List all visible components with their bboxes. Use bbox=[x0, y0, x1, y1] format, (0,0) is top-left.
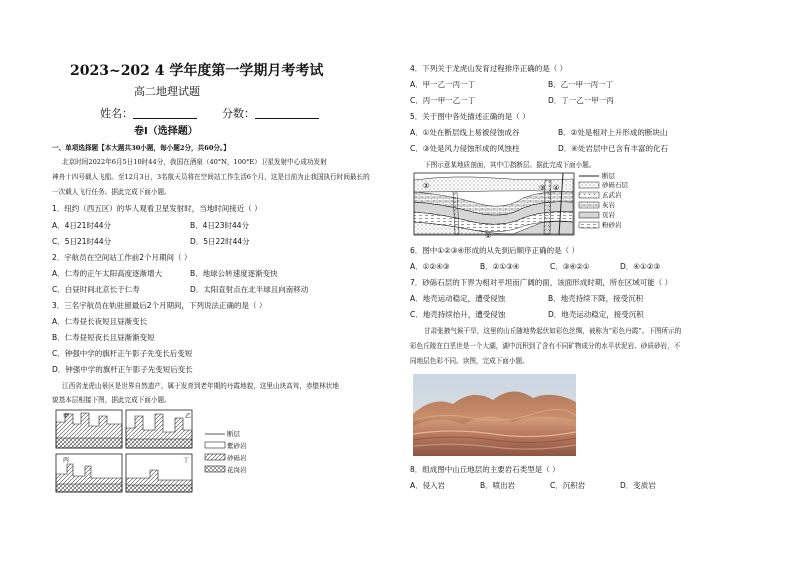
q7-stem: 7．砂砾石层的下界为相对平坦而广阔的面，该面形成时期，所在区域可能（ ） bbox=[410, 278, 673, 287]
section1-heading: 一、单项选择题【本大题共30小题，每小题2分，共60分。】 bbox=[52, 144, 230, 152]
legend-granite-symbol bbox=[205, 466, 225, 472]
score-field bbox=[222, 108, 319, 119]
q4-option-b: B．乙一甲一丙一丁 bbox=[548, 80, 614, 89]
legend-geo-conglomerate: 砂砾石层 bbox=[602, 181, 628, 189]
q2-option-a: A．仁寿的正午太阳高度逐渐增大 bbox=[52, 269, 163, 278]
exam-subtitle: 高二地理试题 bbox=[134, 85, 200, 98]
legend-geo-basalt: 玄武岩 bbox=[602, 191, 622, 199]
legend-siltstone-symbol bbox=[205, 442, 225, 448]
q6-option-d: D．④①②③ bbox=[620, 262, 661, 271]
marker-4: ④ bbox=[553, 184, 560, 192]
score-label: 分数： bbox=[222, 107, 255, 120]
panel-yi bbox=[126, 410, 192, 448]
q8-option-d: D．变质岩 bbox=[620, 481, 656, 490]
q4-stem: 4．下列关于龙虎山发育过程排序正确的是（ ） bbox=[410, 64, 568, 73]
q4-option-d: D．丁一乙一甲一丙 bbox=[548, 96, 614, 105]
panel-label-yi: 乙 bbox=[185, 413, 192, 420]
name-label: 姓名： bbox=[100, 107, 133, 120]
marker-3: ③ bbox=[539, 184, 546, 192]
name-field bbox=[100, 108, 197, 119]
q5-option-c: C．③处是风力侵蚀形成的风蚀柱 bbox=[410, 144, 520, 153]
q1-option-d: D．5日22时44分 bbox=[190, 237, 250, 246]
q7-option-d: D．地壳运动稳定，接受沉积 bbox=[548, 310, 644, 319]
marker-2: ② bbox=[423, 182, 430, 190]
q1-option-b: B．4日23时44分 bbox=[190, 221, 250, 230]
legend-siltstone: 紫砂岩 bbox=[227, 442, 247, 450]
q5-stem: 5．关于图中各处描述正确的是（ ） bbox=[410, 112, 530, 121]
intro-line-3: 一次载人飞行任务。据此完成下面小题。 bbox=[52, 188, 171, 196]
q3-option-c: C．钟强中学的旗杆正午影子先变长后变短 bbox=[52, 349, 193, 358]
panel-ding bbox=[126, 454, 192, 492]
intro-line-1: 北京时间2022年6月5日10时44分，我国在酒泉（40°N，100°E）卫星发射中心成功发射 bbox=[62, 158, 327, 166]
score-blank bbox=[255, 108, 319, 119]
name-blank bbox=[133, 108, 197, 119]
q4-option-a: A．甲一乙一丙一丁 bbox=[410, 80, 476, 89]
legend-geo-fault: 断层 bbox=[602, 172, 615, 180]
panel-bing bbox=[56, 454, 122, 492]
q5-option-b: B．②处是相对上升形成的断块山 bbox=[558, 128, 668, 137]
q8-option-a: A．侵入岩 bbox=[410, 481, 446, 490]
legend-conglomerate: 砂砾岩 bbox=[227, 454, 247, 462]
q7-option-b: B．地壳持续下降，接受沉积 bbox=[548, 294, 644, 303]
q3-option-d: D．钟强中学的旗杆正午影子先变短后变长 bbox=[52, 365, 193, 374]
q8-option-c: C．沉积岩 bbox=[550, 481, 586, 490]
geologic-legend bbox=[579, 172, 629, 229]
q1-option-c: C．5日21时44分 bbox=[52, 237, 112, 246]
q4-option-c: C．丙一甲一乙一丁 bbox=[410, 96, 476, 105]
danxia-landscape-photo bbox=[413, 374, 576, 456]
legend-conglomerate-symbol bbox=[205, 454, 225, 460]
q2-option-b: B．地球公转速度逐渐变快 bbox=[190, 269, 278, 278]
passage-right-2-line-3: 同地层色彩不同。读图，完成下面小题。 bbox=[410, 357, 529, 365]
landform-stages-figure bbox=[55, 408, 255, 498]
q8-option-b: B．喷出岩 bbox=[480, 481, 516, 490]
legend-geo-siltstone: 粉砂岩 bbox=[602, 221, 622, 229]
panel-jia bbox=[56, 410, 122, 448]
q7-option-c: C．地壳持续抬升，遭受侵蚀 bbox=[410, 310, 506, 319]
panel-label-jia: 甲 bbox=[63, 413, 70, 420]
q3-option-b: B．仁寿昼短夜长且昼渐渐变短 bbox=[52, 333, 155, 342]
q2-option-c: C．白昼时间北京长于仁寿 bbox=[52, 285, 140, 294]
q1-stem: 1．纽约（西五区）的华人观看卫星发射时，当地时间接近（ ） bbox=[52, 204, 262, 213]
geologic-section-figure bbox=[413, 172, 663, 238]
q3-option-a: A．仁寿昼长夜短且昼渐变长 bbox=[52, 317, 148, 326]
passage-left-line-1: 江西省龙虎山景区是世界自然遗产，属于发育到老年期的丹霞地貌，这里山块高耸，赤壁林状地 bbox=[62, 382, 339, 390]
marker-1: ① bbox=[485, 232, 492, 238]
legend-geo-limestone: 灰岩 bbox=[602, 201, 615, 209]
q5-option-a: A．①处在断层线上易被侵蚀成谷 bbox=[410, 128, 520, 137]
q2-option-d: D．太阳直射点在北半球且向南移动 bbox=[190, 285, 309, 294]
passage-right-2-line-2: 彩色丘陵在白垩世是一个大湖，湖中沉积到了含有不同矿物成分的水平状泥岩、砂质砂岩，不 bbox=[410, 342, 681, 350]
passage-left-line-2: 貌基本层相接下图，据此完成下面小题。 bbox=[52, 396, 171, 404]
q6-stem: 6．图中①②③④形成的从先到后顺序正确的是（ ） bbox=[410, 246, 580, 255]
q6-option-b: B．②①③④ bbox=[480, 262, 520, 271]
q7-option-a: A．地壳运动稳定，遭受侵蚀 bbox=[410, 294, 506, 303]
q3-stem: 3．三名宇航员在轨驻留最后2个月期间，下列说法正确的是（ ） bbox=[52, 301, 267, 310]
legend-granite: 花岗岩 bbox=[227, 466, 247, 474]
intro-line-2: 神舟十四号载人飞船。至12月3日，3名航天员将在空间站工作生活6个月，这是目前为止我国执行时间最长的 bbox=[52, 173, 370, 181]
exam-title: 2023~202 4 学年度第一学期月考考试 bbox=[70, 63, 324, 79]
section-title: 卷Ⅰ（选择题） bbox=[134, 126, 198, 137]
panel-label-bing: 丙 bbox=[63, 457, 70, 464]
q5-option-d: D．④处岩层中已含有丰富的化石 bbox=[558, 144, 668, 153]
panel-label-ding: 丁 bbox=[183, 457, 190, 464]
q6-option-c: C．③④②① bbox=[550, 262, 590, 271]
landform-legend bbox=[205, 429, 247, 474]
legend-geo-shale: 页岩 bbox=[602, 211, 615, 219]
q6-option-a: A．①②④③ bbox=[410, 262, 450, 271]
passage-right-2-line-1: 甘肃张掖气候干旱，这里的山丘随地势起伏如彩色丝绸，被称为“彩色丹霞”。下图所示的 bbox=[424, 327, 682, 335]
passage-right-1: 下图示意某地质剖面，其中①指断层。据此完成下面小题。 bbox=[424, 161, 596, 169]
legend-fault: 断层 bbox=[227, 430, 240, 438]
q8-stem: 8．组成图中山丘地层的主要岩石类型是（ ） bbox=[410, 465, 560, 474]
q1-option-a: A．4日21时44分 bbox=[52, 221, 111, 230]
q2-stem: 2．宇航员在空间站工作前2个月期间（ ） bbox=[52, 253, 192, 262]
